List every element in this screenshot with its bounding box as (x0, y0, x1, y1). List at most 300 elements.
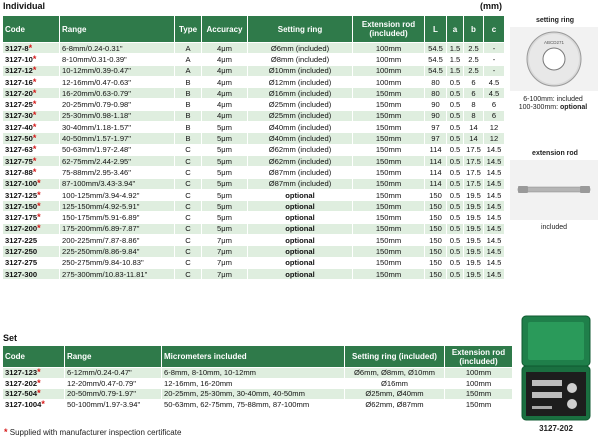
cell-accuracy: 4μm (202, 43, 248, 54)
cell-ring: Ø40mm (included) (248, 133, 353, 144)
cell-accuracy: 5μm (202, 133, 248, 144)
code-text: 3127-20 (5, 88, 33, 98)
cell-a: 0.5 (447, 189, 464, 200)
cell-l: 150 (425, 212, 447, 223)
cell-l: 54.5 (425, 43, 447, 54)
cell-ring: Ø8mm (included) (248, 54, 353, 65)
code-text: 3127-88 (5, 167, 33, 177)
table-row (3, 235, 505, 246)
cell-l: 54.5 (425, 54, 447, 65)
cell-accuracy: 5μm (202, 212, 248, 223)
set-cell-rod: 100mm (445, 378, 513, 389)
cell-l: 150 (425, 246, 447, 257)
cell-range: 75-88mm/2.95-3.46" (60, 167, 175, 178)
cell-code (3, 65, 60, 76)
cell-ring: Ø87mm (included) (248, 178, 353, 189)
cell-rod: 150mm (353, 235, 425, 246)
cell-code (3, 268, 60, 279)
cell-range: 200-225mm/7.87-8.86" (60, 235, 175, 246)
header-setting-ring: Setting ring (248, 16, 353, 43)
cell-accuracy: 5μm (202, 178, 248, 189)
cell-ring: optional (248, 235, 353, 246)
cell-b: 19.5 (464, 257, 484, 268)
ring-caption-prefix: 100-300mm: (518, 104, 561, 111)
cell-a: 0.5 (447, 99, 464, 110)
cell-code (3, 189, 60, 200)
cell-c: 14.5 (484, 144, 505, 155)
cell-b: 19.5 (464, 189, 484, 200)
set-cell-rod: 150mm (445, 399, 513, 410)
cell-code (3, 110, 60, 121)
cell-b: 6 (464, 76, 484, 87)
case-caption: 3127-202 (539, 424, 573, 433)
extension-rod-image (510, 160, 598, 220)
footnote-text: Supplied with manufacturer inspection certificate (9, 428, 182, 437)
cell-accuracy: 7μm (202, 246, 248, 257)
code-text: 3127-16 (5, 77, 33, 87)
cell-l: 90 (425, 110, 447, 121)
cell-ring: Ø25mm (included) (248, 99, 353, 110)
certificate-star-icon: * (41, 399, 45, 409)
cell-ring: Ø40mm (included) (248, 122, 353, 133)
setting-ring-title: setting ring (535, 17, 575, 24)
set-table (2, 345, 513, 410)
cell-c: 14.5 (484, 246, 505, 257)
extension-rod-title: extension rod (532, 150, 578, 157)
table-row (3, 54, 505, 65)
cell-ring: Ø25mm (included) (248, 110, 353, 121)
certificate-star-icon: * (32, 166, 37, 177)
cell-accuracy: 5μm (202, 144, 248, 155)
cell-a: 0.5 (447, 144, 464, 155)
table-row (3, 155, 505, 166)
certificate-star-icon: * (32, 121, 37, 132)
cell-ring: optional (248, 212, 353, 223)
header-code: Code (3, 16, 60, 43)
header-a: a (447, 16, 464, 43)
code-text: 3127-200 (5, 224, 38, 234)
cell-c: 4.5 (484, 76, 505, 87)
cell-accuracy: 5μm (202, 223, 248, 234)
code-text: 3127-8 (5, 43, 29, 53)
cell-rod: 150mm (353, 167, 425, 178)
code-text: 3127-25 (5, 100, 33, 110)
set-cell-range: 20-50mm/0.79-1.97" (65, 389, 162, 400)
cell-type: B (175, 133, 202, 144)
code-text: 3127-275 (5, 258, 38, 268)
cell-rod: 150mm (353, 246, 425, 257)
header-L: L (425, 16, 447, 43)
cell-rod: 150mm (353, 122, 425, 133)
code-text: 3127-123 (5, 368, 38, 378)
cell-ring: Ø87mm (included) (248, 167, 353, 178)
cell-a: 0.5 (447, 155, 464, 166)
cell-a: 0.5 (447, 76, 464, 87)
cell-a: 0.5 (447, 201, 464, 212)
cell-c: 12 (484, 122, 505, 133)
cell-type: C (175, 257, 202, 268)
cell-ring: Ø62mm (included) (248, 144, 353, 155)
table-row (3, 212, 505, 223)
code-text: 3127-40 (5, 122, 33, 132)
cell-rod: 150mm (353, 223, 425, 234)
cell-rod: 150mm (353, 110, 425, 121)
header-accuracy: Accuracy (202, 16, 248, 43)
set-cell-micrometers: 20-25mm, 25-30mm, 30-40mm, 40-50mm (162, 389, 345, 400)
ring-caption-line2 (506, 104, 600, 112)
footnote (4, 427, 181, 437)
cell-l: 114 (425, 155, 447, 166)
table-row (3, 76, 505, 87)
set-cell-rod: 150mm (445, 389, 513, 400)
certificate-star-icon: * (32, 144, 37, 155)
cell-range: 150-175mm/5.91-6.89" (60, 212, 175, 223)
cell-type: C (175, 167, 202, 178)
cell-rod: 100mm (353, 43, 425, 54)
cell-b: 2.5 (464, 65, 484, 76)
cell-range: 20-25mm/0.79-0.98" (60, 99, 175, 110)
cell-ring: Ø16mm (included) (248, 88, 353, 99)
set-cell-code (3, 378, 65, 389)
cell-b: 2.5 (464, 54, 484, 65)
cell-c: 12 (484, 133, 505, 144)
cell-rod: 100mm (353, 65, 425, 76)
cell-ring: Ø12mm (included) (248, 76, 353, 87)
cell-range: 8-10mm/0.31-0.39" (60, 54, 175, 65)
set-cell-code (3, 399, 65, 410)
certificate-star-icon: * (32, 99, 37, 110)
cell-b: 17.5 (464, 178, 484, 189)
certificate-star-icon: * (37, 378, 41, 388)
cell-c: 14.5 (484, 201, 505, 212)
certificate-star-icon: * (37, 178, 41, 189)
cell-c: - (484, 43, 505, 54)
code-text: 3127-75 (5, 156, 33, 166)
cell-l: 80 (425, 88, 447, 99)
header-b: b (464, 16, 484, 43)
ring-caption-line1: 6-100mm: included (523, 96, 583, 103)
cell-ring: optional (248, 223, 353, 234)
ring-caption-optional: optional (560, 104, 588, 111)
certificate-star-icon: * (32, 110, 37, 121)
cell-accuracy: 7μm (202, 235, 248, 246)
cell-type: C (175, 144, 202, 155)
set-cell-range: 50-100mm/1.97-3.94" (65, 399, 162, 410)
cell-rod: 150mm (353, 189, 425, 200)
certificate-star-icon: * (32, 53, 37, 64)
code-text: 3127-12 (5, 66, 33, 76)
table-row (3, 257, 505, 268)
certificate-star-icon: * (37, 388, 41, 399)
cell-code (3, 212, 60, 223)
set-cell-code (3, 368, 65, 379)
set-cell-range: 6-12mm/0.24-0.47" (65, 368, 162, 379)
cell-rod: 150mm (353, 99, 425, 110)
cell-b: 19.5 (464, 246, 484, 257)
cell-type: C (175, 201, 202, 212)
cell-c: 6 (484, 99, 505, 110)
cell-a: 1.5 (447, 65, 464, 76)
certificate-star-icon: * (37, 200, 41, 211)
table-row (3, 246, 505, 257)
cell-ring: optional (248, 246, 353, 257)
unit-label: (mm) (480, 1, 502, 11)
footnote-star: * (4, 427, 8, 437)
cell-rod: 150mm (353, 268, 425, 279)
certificate-star-icon: * (32, 76, 37, 87)
set-header-code: Code (3, 346, 65, 368)
cell-a: 0.5 (447, 133, 464, 144)
set-header-extension-rod: Extension rod (included) (445, 346, 513, 368)
cell-l: 54.5 (425, 65, 447, 76)
cell-b: 19.5 (464, 268, 484, 279)
header-type: Type (175, 16, 202, 43)
cell-rod: 100mm (353, 76, 425, 87)
cell-ring: optional (248, 268, 353, 279)
cell-accuracy: 4μm (202, 110, 248, 121)
cell-b: 19.5 (464, 235, 484, 246)
cell-accuracy: 5μm (202, 122, 248, 133)
cell-code (3, 76, 60, 87)
cell-code (3, 167, 60, 178)
set-cell-code (3, 389, 65, 400)
cell-c: 14.5 (484, 155, 505, 166)
table-row (3, 43, 505, 54)
cell-a: 0.5 (447, 122, 464, 133)
individual-header-row (3, 16, 505, 43)
certificate-star-icon: * (37, 223, 41, 234)
table-row (3, 122, 505, 133)
set-cell-ring: Ø6mm, Ø8mm, Ø10mm (345, 368, 445, 379)
cell-ring: optional (248, 189, 353, 200)
cell-code (3, 246, 60, 257)
code-text: 3127-10 (5, 54, 33, 64)
table-row (3, 167, 505, 178)
cell-a: 0.5 (447, 167, 464, 178)
cell-range: 40-50mm/1.57-1.97" (60, 133, 175, 144)
cell-c: 14.5 (484, 268, 505, 279)
cell-code (3, 54, 60, 65)
set-cell-micrometers: 6-8mm, 8-10mm, 10-12mm (162, 368, 345, 379)
cell-range: 30-40mm/1.18-1.57" (60, 122, 175, 133)
certificate-star-icon: * (32, 133, 37, 144)
table-row (3, 178, 505, 189)
cell-type: B (175, 99, 202, 110)
cell-rod: 150mm (353, 88, 425, 99)
set-cell-ring: Ø25mm, Ø40mm (345, 389, 445, 400)
cell-a: 0.5 (447, 88, 464, 99)
cell-c: 14.5 (484, 189, 505, 200)
code-text: 3127-100 (5, 179, 38, 189)
cell-type: C (175, 155, 202, 166)
cell-a: 0.5 (447, 246, 464, 257)
cell-ring: Ø62mm (included) (248, 155, 353, 166)
certificate-star-icon: * (32, 65, 37, 76)
cell-a: 0.5 (447, 212, 464, 223)
cell-c: 14.5 (484, 167, 505, 178)
cell-code (3, 88, 60, 99)
set-cell-micrometers: 12-16mm, 16-20mm (162, 378, 345, 389)
code-text: 3127-50 (5, 134, 33, 144)
header-extension-rod: Extension rod (included) (353, 16, 425, 43)
cell-type: A (175, 65, 202, 76)
cell-range: 250-275mm/9.84-10.83" (60, 257, 175, 268)
cell-l: 114 (425, 144, 447, 155)
setting-ring-image (510, 27, 598, 91)
cell-type: C (175, 268, 202, 279)
cell-b: 6 (464, 88, 484, 99)
cell-accuracy: 4μm (202, 99, 248, 110)
cell-l: 150 (425, 189, 447, 200)
cell-b: 2.5 (464, 43, 484, 54)
set-cell-range: 12-20mm/0.47-0.79" (65, 378, 162, 389)
cell-c: 14.5 (484, 257, 505, 268)
cell-rod: 100mm (353, 54, 425, 65)
cell-l: 80 (425, 76, 447, 87)
cell-rod: 150mm (353, 155, 425, 166)
cell-rod: 150mm (353, 144, 425, 155)
cell-l: 150 (425, 223, 447, 234)
table-row (3, 99, 505, 110)
cell-b: 19.5 (464, 201, 484, 212)
code-text: 3127-1004 (5, 399, 42, 409)
table-row (3, 189, 505, 200)
code-text: 3127-150 (5, 201, 38, 211)
cell-code (3, 133, 60, 144)
cell-range: 25-30mm/0.98-1.18" (60, 110, 175, 121)
certificate-star-icon: * (37, 367, 41, 378)
certificate-star-icon: * (37, 212, 41, 223)
cell-rod: 150mm (353, 178, 425, 189)
table-row (3, 144, 505, 155)
cell-l: 150 (425, 268, 447, 279)
individual-title: Individual (3, 1, 46, 11)
code-text: 3127-504 (5, 389, 38, 399)
table-row (3, 399, 513, 410)
extension-rod-caption: included (540, 224, 568, 231)
cell-range: 175-200mm/6.89-7.87" (60, 223, 175, 234)
table-row (3, 378, 513, 389)
table-row (3, 88, 505, 99)
code-text: 3127-300 (5, 269, 38, 279)
header-c: c (484, 16, 505, 43)
cell-code (3, 43, 60, 54)
cell-type: C (175, 246, 202, 257)
cell-code (3, 122, 60, 133)
cell-type: B (175, 76, 202, 87)
cell-rod: 150mm (353, 201, 425, 212)
cell-code (3, 144, 60, 155)
code-text: 3127-250 (5, 246, 38, 256)
cell-b: 19.5 (464, 223, 484, 234)
set-cell-rod: 100mm (445, 368, 513, 379)
cell-accuracy: 5μm (202, 167, 248, 178)
cell-c: 6 (484, 110, 505, 121)
cell-c: 4.5 (484, 88, 505, 99)
code-text: 3127-225 (5, 235, 38, 245)
cell-type: A (175, 54, 202, 65)
table-row (3, 223, 505, 234)
cell-c: 14.5 (484, 178, 505, 189)
cell-a: 0.5 (447, 257, 464, 268)
cell-a: 0.5 (447, 110, 464, 121)
set-title: Set (3, 333, 18, 343)
cell-a: 1.5 (447, 54, 464, 65)
cell-range: 6-8mm/0.24-0.31" (60, 43, 175, 54)
set-header-micrometers: Micrometers included (162, 346, 345, 368)
cell-ring: Ø6mm (included) (248, 43, 353, 54)
cell-range: 100-125mm/3.94-4.92" (60, 189, 175, 200)
set-cell-ring: Ø16mm (345, 378, 445, 389)
cell-range: 10-12mm/0.39-0.47" (60, 65, 175, 76)
cell-a: 0.5 (447, 235, 464, 246)
cell-range: 125-150mm/4.92-5.91" (60, 201, 175, 212)
set-cell-micrometers: 50-63mm, 62-75mm, 75-88mm, 87-100mm (162, 399, 345, 410)
certificate-star-icon: * (32, 155, 37, 166)
cell-accuracy: 5μm (202, 189, 248, 200)
cell-type: C (175, 223, 202, 234)
cell-accuracy: 7μm (202, 268, 248, 279)
code-text: 3127-202 (5, 378, 38, 388)
cell-b: 17.5 (464, 167, 484, 178)
cell-range: 50-63mm/1.97-2.48" (60, 144, 175, 155)
cell-ring: optional (248, 201, 353, 212)
setting-ring-caption (506, 96, 600, 112)
cell-c: - (484, 54, 505, 65)
table-row (3, 389, 513, 400)
cell-b: 17.5 (464, 155, 484, 166)
cell-type: C (175, 212, 202, 223)
cell-accuracy: 4μm (202, 88, 248, 99)
table-row (3, 368, 513, 379)
individual-table (2, 15, 505, 280)
cell-code (3, 235, 60, 246)
certificate-star-icon: * (37, 189, 41, 200)
cell-accuracy: 7μm (202, 257, 248, 268)
cell-code (3, 155, 60, 166)
code-text: 3127-30 (5, 111, 33, 121)
cell-l: 114 (425, 178, 447, 189)
set-header-setting-ring: Setting ring (included) (345, 346, 445, 368)
cell-code (3, 223, 60, 234)
cell-l: 150 (425, 235, 447, 246)
cell-ring: optional (248, 257, 353, 268)
cell-b: 17.5 (464, 144, 484, 155)
cell-type: B (175, 122, 202, 133)
cell-l: 150 (425, 257, 447, 268)
cell-l: 90 (425, 99, 447, 110)
table-row (3, 133, 505, 144)
cell-code (3, 99, 60, 110)
case-set-image (518, 310, 594, 424)
cell-c: 14.5 (484, 212, 505, 223)
cell-range: 87-100mm/3.43-3.94" (60, 178, 175, 189)
cell-accuracy: 4μm (202, 54, 248, 65)
cell-code (3, 178, 60, 189)
cell-l: 97 (425, 122, 447, 133)
cell-b: 8 (464, 110, 484, 121)
cell-range: 62-75mm/2.44-2.95" (60, 155, 175, 166)
cell-b: 19.5 (464, 212, 484, 223)
table-row (3, 268, 505, 279)
cell-b: 14 (464, 122, 484, 133)
cell-l: 150 (425, 201, 447, 212)
cell-a: 0.5 (447, 178, 464, 189)
table-row (3, 65, 505, 76)
cell-code (3, 257, 60, 268)
cell-rod: 150mm (353, 133, 425, 144)
cell-l: 97 (425, 133, 447, 144)
